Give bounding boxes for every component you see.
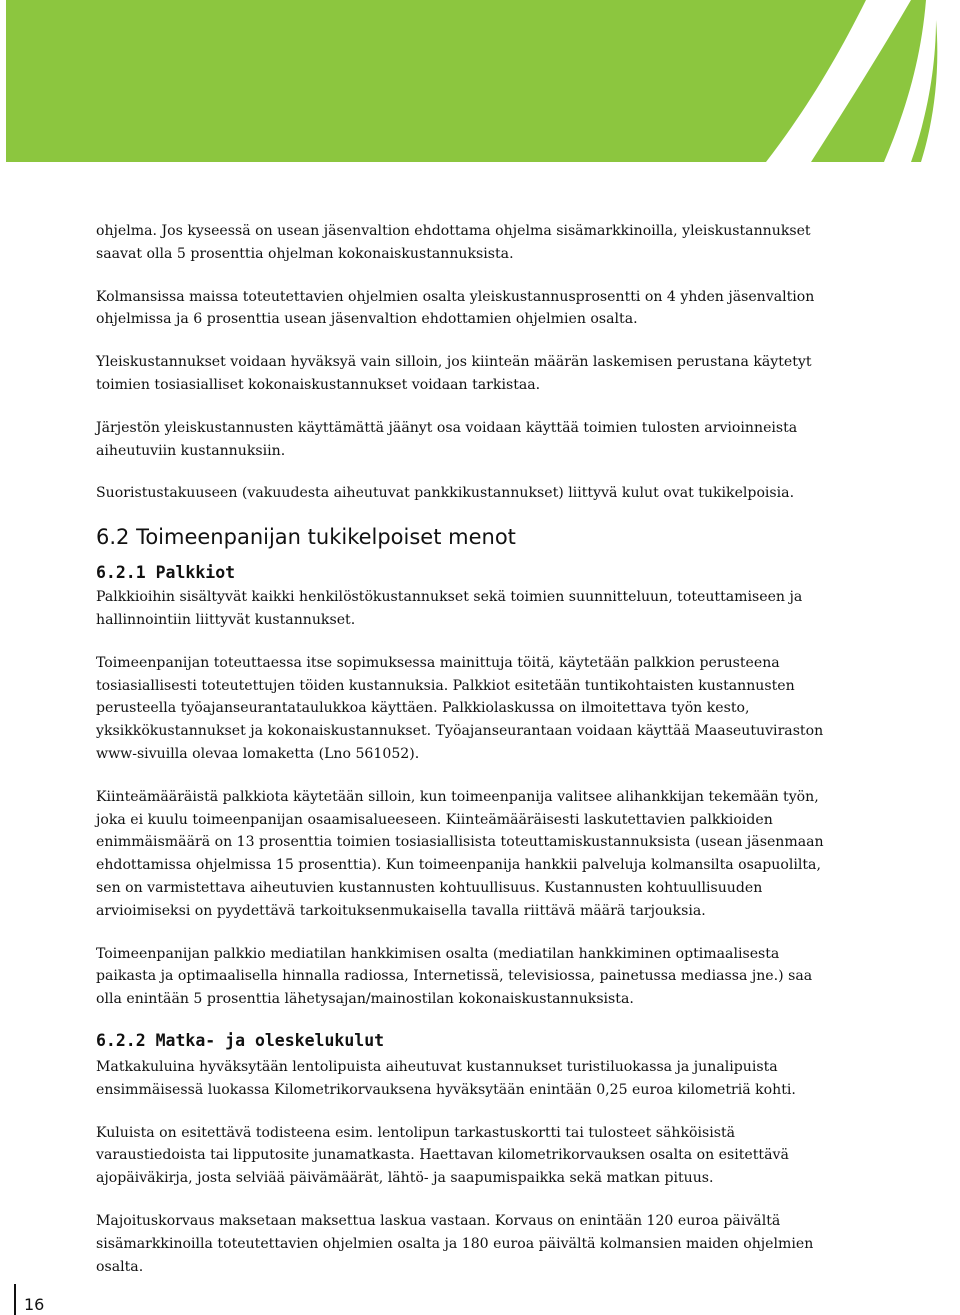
paragraph: Kiinteämääräistä palkkiota käytetään silloin, kun toimeenpanija valitsee alihankkijan tekemään työn, joka ei kuulu toimeenpanijan osaamisalueeseen. Kiinteämääräisesti laskutettavien palkkioiden enimmäismäärä on 13 prosenttia toimien tosiasiallisista toteuttamiskustannuksista (usean jäsenmaan ehdottamissa ohjelmissa 15 prosenttia). Kun toimeenpanija hankkii palveluja kolmansilta osapuolilta, sen on varmistettava aiheutuvien kustannusten kohtuullisuus. Kustannusten kohtuullisuuden arvioimiseksi on pyydettävä tarkoituksenmukaisella tavalla riittävä määrä tarjouksia. bbox=[96, 788, 824, 919]
paragraph: Majoituskorvaus maksetaan maksettua laskua vastaan. Korvaus on enintään 120 euroa päivältä sisämarkkinoilla toteutettavien ohjelmien osalta ja 180 euroa päivältä kolmansien maiden ohjelmien osalta. bbox=[96, 1212, 814, 1275]
leaf-logo-icon bbox=[6, 0, 954, 162]
document-body bbox=[96, 220, 826, 1278]
section-heading-6-2: 6.2 Toimeenpanijan tukikelpoiset menot bbox=[96, 525, 516, 550]
paragraph: Matkakuluina hyväksytään lentolipuista aiheutuvat kustannukset turistiluokassa ja junalipuista ensimmäisessä luokassa Kilometrikorvauksena hyväksytään enintään 0,25 euroa kilometriä kohti. bbox=[96, 1058, 796, 1098]
paragraph: Toimeenpanijan toteuttaessa itse sopimuksessa mainittuja töitä, käytetään palkkion perusteena tosiasiallisesti toteutettujen töiden kustannuksia. Palkkiot esitetään tuntikohtaisten kustannusten perusteella työajanseurantataulukkoa käyttäen. Palkkiolaskussa on ilmoitettava työn kesto, yksikkökustannukset ja kokonaiskustannukset. Työajanseurantaan voidaan käyttää Maaseutuviraston www-sivuilla olevaa lomaketta (Lno 561052). bbox=[96, 654, 824, 762]
paragraph: Järjestön yleiskustannusten käyttämättä jäänyt osa voidaan käyttää toimien tulosten arvioinneista aiheutuviin kustannuksiin. bbox=[96, 419, 798, 459]
subsection-heading-6-2-1: 6.2.1 Palkkiot bbox=[96, 563, 236, 583]
paragraph: ohjelma. Jos kyseessä on usean jäsenvaltion ehdottama ohjelma sisämarkkinoilla, yleiskustannukset saavat olla 5 prosenttia ohjelman kokonaiskustannuksista. bbox=[96, 223, 811, 262]
footer-divider bbox=[14, 1284, 16, 1315]
paragraph: Kolmansissa maissa toteutettavien ohjelmien osalta yleiskustannusprosentti on 4 yhden jäsenvaltion ohjelmissa ja 6 prosenttia usean jäsenvaltion ehdottamien ohjelmien osalta. bbox=[96, 288, 815, 328]
header-banner bbox=[6, 0, 954, 162]
paragraph: Toimeenpanijan palkkio mediatilan hankkimisen osalta (mediatilan hankkiminen optimaalisesta paikasta ja optimaalisella hinnalla radiossa, Internetissä, televisiossa, painetussa mediassa jne.) saa olla enintään 5 prosenttia lähetysajan/mainostilan kokonaiskustannuksista. bbox=[96, 945, 813, 1008]
paragraph: Suoristustakuuseen (vakuudesta aiheutuvat pankkikustannukset) liittyvä kulut ovat tukikelpoisia. bbox=[96, 485, 795, 502]
page-number: 16 bbox=[24, 1295, 45, 1314]
paragraph: Kuluista on esitettävä todisteena esim. lentolipun tarkastuskortti tai tulosteet sähköisistä varaustiedoista tai lipputosite junamatkasta. Haettavan kilometrikorvauksen osalta on esitettävä ajopäiväkirja, josta selviää päivämäärät, lähtö- ja saapumispaikka sekä matkan pituus. bbox=[96, 1124, 789, 1187]
paragraph: Palkkioihin sisältyvät kaikki henkilöstökustannukset sekä toimien suunnitteluun, toteuttamiseen ja hallinnointiin liittyvät kustannukset. bbox=[96, 589, 803, 628]
paragraph: Yleiskustannukset voidaan hyväksyä vain silloin, jos kiinteän määrän laskemisen perustana käytetyt toimien tosiasialliset kokonaiskustannukset voidaan tarkistaa. bbox=[96, 354, 812, 393]
subsection-heading-6-2-2: 6.2.2 Matka- ja oleskelukulut bbox=[96, 1030, 385, 1050]
